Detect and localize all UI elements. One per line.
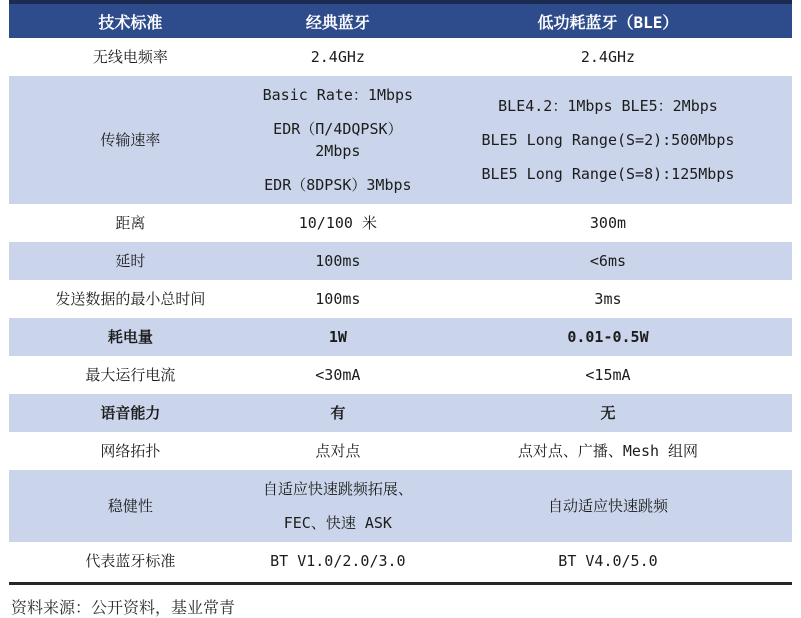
classic-bluetooth-value: Basic Rate：1Mbps EDR（Π/4DQPSK）2Mbps EDR（8DPSK）3Mbps xyxy=(262,86,414,194)
table-row xyxy=(9,318,792,356)
table-row xyxy=(9,204,792,242)
row-label: 稳健性 xyxy=(107,497,153,515)
ble-value: 0.01-0.5W xyxy=(567,328,649,346)
table-row xyxy=(9,470,792,542)
ble-value: <6ms xyxy=(589,252,627,270)
classic-bluetooth-value: <30mA xyxy=(315,366,361,384)
column-header-classic: 经典蓝牙 xyxy=(305,12,370,32)
table-row xyxy=(9,394,792,432)
classic-bluetooth-value: 有 xyxy=(330,404,346,422)
table-row xyxy=(9,356,792,394)
ble-value: <15mA xyxy=(585,366,631,384)
classic-bluetooth-value: 10/100 米 xyxy=(298,214,377,232)
ble-value: 300m xyxy=(589,214,627,232)
ble-value: BT V4.0/5.0 xyxy=(558,552,658,570)
table-row xyxy=(9,76,792,204)
row-label: 代表蓝牙标准 xyxy=(85,552,176,570)
row-label: 无线电频率 xyxy=(92,48,168,66)
ble-value: 点对点、广播、Mesh 组网 xyxy=(517,442,699,460)
classic-bluetooth-value: 自适应快速跳频拓展、 FEC、快速 ASK xyxy=(262,480,413,532)
bluetooth-comparison-table xyxy=(9,0,792,585)
ble-value: 自动适应快速跳频 xyxy=(547,497,668,515)
table-row xyxy=(9,280,792,318)
row-label: 语音能力 xyxy=(100,404,161,422)
ble-value: 无 xyxy=(600,404,616,422)
row-label: 延时 xyxy=(115,252,146,270)
table-body xyxy=(9,38,792,580)
row-label: 最大运行电流 xyxy=(85,366,176,384)
ble-value: BLE4.2：1Mbps BLE5：2Mbps BLE5 Long Range(S=2):500Mbps BLE5 Long Range(S=8):125Mbps xyxy=(481,97,735,183)
classic-bluetooth-value: 2.4GHz xyxy=(310,48,365,66)
row-label: 距离 xyxy=(115,214,146,232)
table-row xyxy=(9,432,792,470)
classic-bluetooth-value: 1W xyxy=(328,328,347,346)
table-header-row xyxy=(9,0,792,38)
row-label: 发送数据的最小总时间 xyxy=(55,290,206,308)
table-row xyxy=(9,242,792,280)
row-label: 网络拓扑 xyxy=(100,442,161,460)
table-row xyxy=(9,542,792,580)
row-label: 耗电量 xyxy=(107,328,153,346)
source-note: 资料来源：公开资料，基业常青 xyxy=(11,598,236,617)
row-label: 传输速率 xyxy=(100,131,161,149)
ble-value: 2.4GHz xyxy=(580,48,636,66)
column-header-standard: 技术标准 xyxy=(98,12,163,32)
classic-bluetooth-value: 100ms xyxy=(315,252,361,270)
table-bottom-rule xyxy=(9,582,792,585)
table-row xyxy=(9,38,792,76)
classic-bluetooth-value: BT V1.0/2.0/3.0 xyxy=(270,552,406,570)
classic-bluetooth-value: 点对点 xyxy=(315,442,361,460)
column-header-ble: 低功耗蓝牙（BLE） xyxy=(537,12,679,32)
classic-bluetooth-value: 100ms xyxy=(315,290,361,308)
ble-value: 3ms xyxy=(594,290,622,308)
